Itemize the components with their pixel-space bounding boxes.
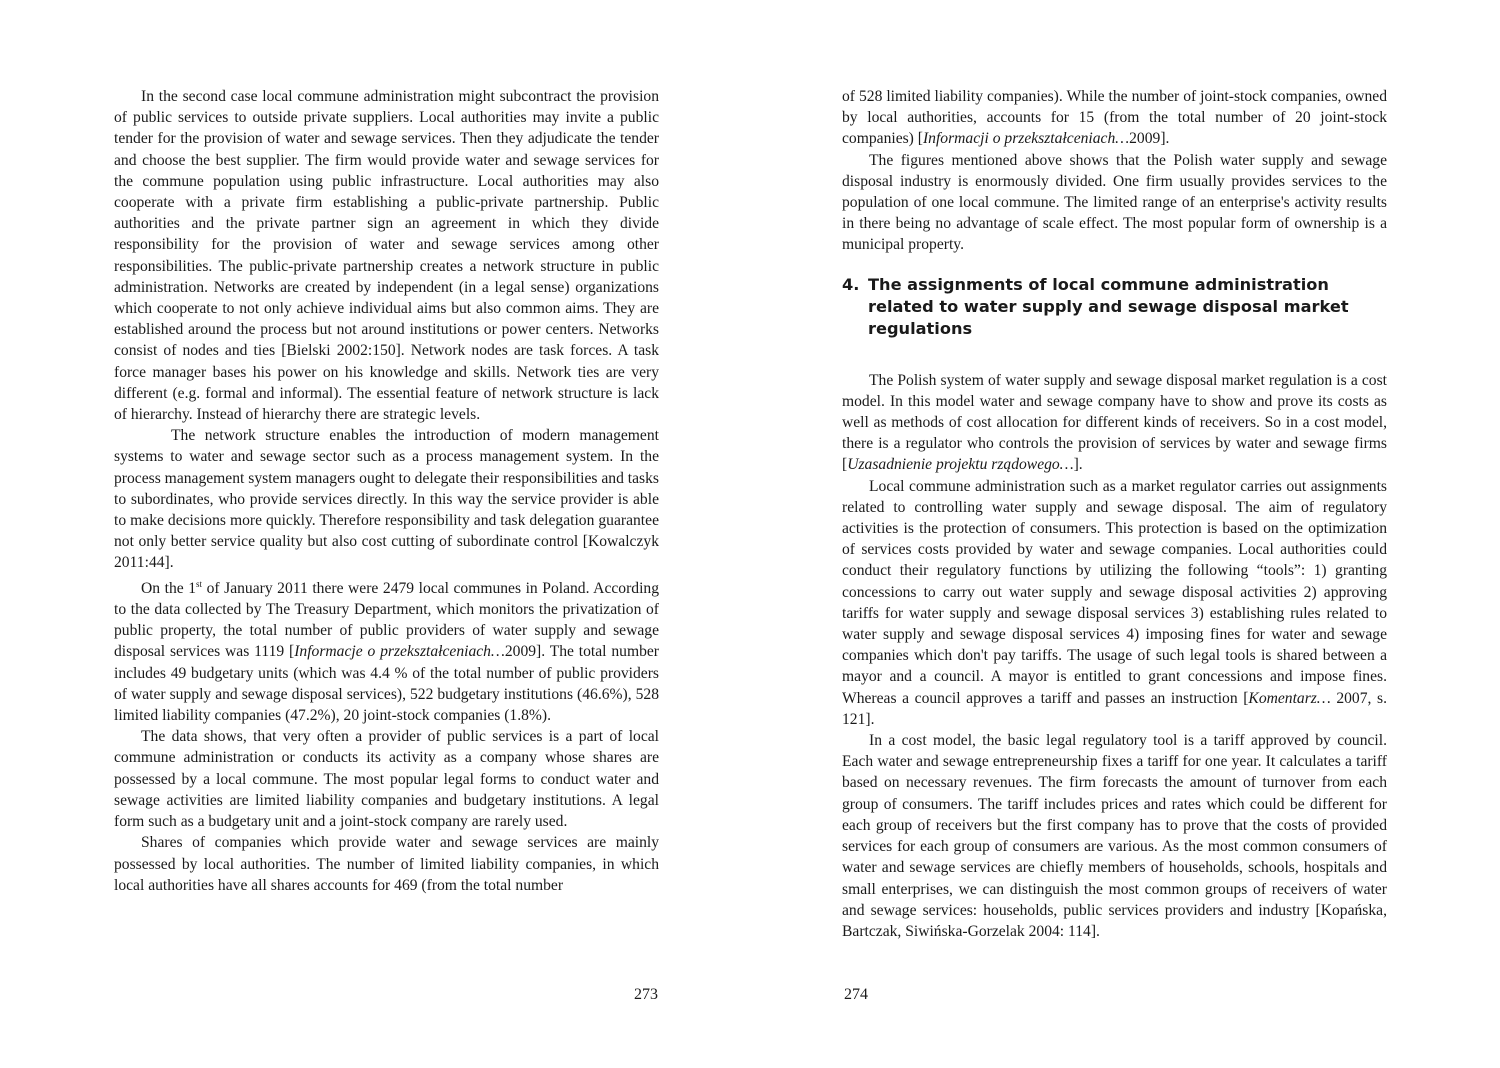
citation-italic: Komentarz… xyxy=(1248,689,1331,707)
text-run: Local commune administration such as a market regulator carries out assignments related to controlling water supply and sewage disposal. The aim of regulatory activities is the protection of consumers. This protection is based on the optimization of services costs provided by water and sewage companies. Local authorities could conduct their regulatory functions by utilizing the following “tools”: 1) granting concessions to carry out water supply and sewage disposal activities 2) approving tariffs for water supply and sewage disposal services 3) establishing rules related to water supply and sewage disposal services 4) imposing fines for water and sewage companies which don't pay tariffs. The usage of such legal tools is shared between a mayor and a council. A mayor is entitled to grant concessions and impose fines. Whereas a council approves a tariff and passes an instruction [ xyxy=(842,477,1387,707)
left-text-column xyxy=(114,86,659,896)
paragraph xyxy=(842,370,1387,476)
right-page xyxy=(750,0,1500,1068)
text-run: 2009]. The total number includes 49 budgetary units (which was 4.4 % of the total number of public providers of water supply and sewage disposal services), 522 budgetary institutions (46.6%), 528 limited liability companies (47.2%), 20 joint-stock companies (1.8%). xyxy=(114,643,659,725)
text-run: The Polish system of water supply and sewage disposal market regulation is a cost model. In this model water and sewage company have to show and prove its costs as well as methods of cost allocation for different kinds of receivers. So in a cost model, there is a regulator who controls the provision of services by water and sewage firms [ xyxy=(842,371,1387,474)
citation-italic: Uzasadnienie projektu rządowego… xyxy=(847,456,1074,474)
text-run: 2007, s. 121]. xyxy=(842,689,1387,728)
section-title: The assignments of local commune administration related to water supply and sewage disposal market regulations xyxy=(868,274,1349,338)
text-run: 2009]. xyxy=(1129,130,1170,148)
text-run: ]. xyxy=(1073,456,1083,474)
paragraph xyxy=(842,476,1387,730)
paragraph: In a cost model, the basic legal regulatory tool is a tariff approved by council. Each water and sewage entrepreneurship fixes a tariff for one year. It calculates a tariff based on necessary revenues. The firm forecasts the amount of turnover from each group of consumers. The tariff includes prices and rates which could be different for each group of receivers but the first company has to prove that the costs of provided services for each group of consumers are various. As the most common consumers of water and sewage services are chiefly members of households, schools, hospitals and small enterprises, we can distinguish the most common groups of receivers of water and sewage services: households, public services providers and industry [Kopańska, Bartczak, Siwińska-Gorzelak 2004: 114]. xyxy=(842,732,1387,940)
paragraph: The network structure enables the introduction of modern management systems to water and sewage sector such as a process management system. In the process management system managers ought to delegate their responsibilities and tasks to subordinates, who provide services directly. In this way the service provider is able to make decisions more quickly. Therefore responsibility and task delegation guarantee not only better service quality but also cost cutting of subordinate control [Kowalczyk 2011:44]. xyxy=(114,427,659,572)
paragraph xyxy=(842,86,1387,150)
section-number: 4. xyxy=(842,274,860,294)
text-run: of January 2011 there were 2479 local communes in Poland. According to the data collected by The Treasury Department, which monitors the privatization of public property, the total number of public providers of water supply and sewage disposal services was 1119 [ xyxy=(114,579,659,661)
paragraph: The data shows, that very often a provider of public services is a part of local commune administration or conducts its activity as a company whose shares are possessed by a local commune. The most popular legal forms to conduct water and sewage activities are limited liability companies and budgetary institutions. A legal form such as a budgetary unit and a joint-stock company are rarely used. xyxy=(114,728,659,831)
right-text-column xyxy=(842,86,1387,942)
superscript: st xyxy=(196,578,203,589)
paragraph: In the second case local commune administration might subcontract the provision of public services to outside private suppliers. Local authorities may invite a public tender for the provision of water and sewage services. Then they adjudicate the tender and choose the best supplier. The firm would provide water and sewage services for the commune population using public infrastructure. Local authorities may also cooperate with a private firm establishing a public-private partnership. Public authorities and the private partner sign an agreement in which they divide responsibility for the provision of water and sewage services among other responsibilities. The public-private partnership creates a network structure in public administration. Networks are created by independent (in a legal sense) organizations which cooperate to not only achieve individual aims but also common aims. They are established around the process but not around institutions or power centers. Networks consist of nodes and ties [Bielski 2002:150]. Network nodes are task forces. A task force manager bases his power on his knowledge and skills. Network ties are very different (e.g. formal and informal). The essential feature of network structure is lack of hierarchy. Instead of hierarchy there are strategic levels. xyxy=(114,88,659,424)
paragraph: The figures mentioned above shows that the Polish water supply and sewage disposal industry is enormously divided. One firm usually provides services to the population of one local commune. The limited range of an enterprise's activity results in there being no advantage of scale effect. The most popular form of ownership is a municipal property. xyxy=(842,151,1387,254)
paragraph: Shares of companies which provide water and sewage services are mainly possessed by local authorities. The number of limited liability companies, in which local authorities have all shares accounts for 469 (from the total number xyxy=(114,834,659,894)
page-number: 274 xyxy=(844,986,868,1003)
citation-italic: Informacji o przekształceniach… xyxy=(922,130,1130,148)
paragraph xyxy=(114,574,659,727)
section-heading xyxy=(842,274,1387,340)
text-run: of 528 limited liability companies). While the number of joint-stock companies, owned by local authorities, accounts for 15 (from the total number of 20 joint-stock companies) [ xyxy=(842,88,1387,148)
citation-italic: Informacje o przekształceniach… xyxy=(294,643,505,661)
page-number: 273 xyxy=(634,986,658,1003)
text-run: On the 1 xyxy=(141,579,197,597)
